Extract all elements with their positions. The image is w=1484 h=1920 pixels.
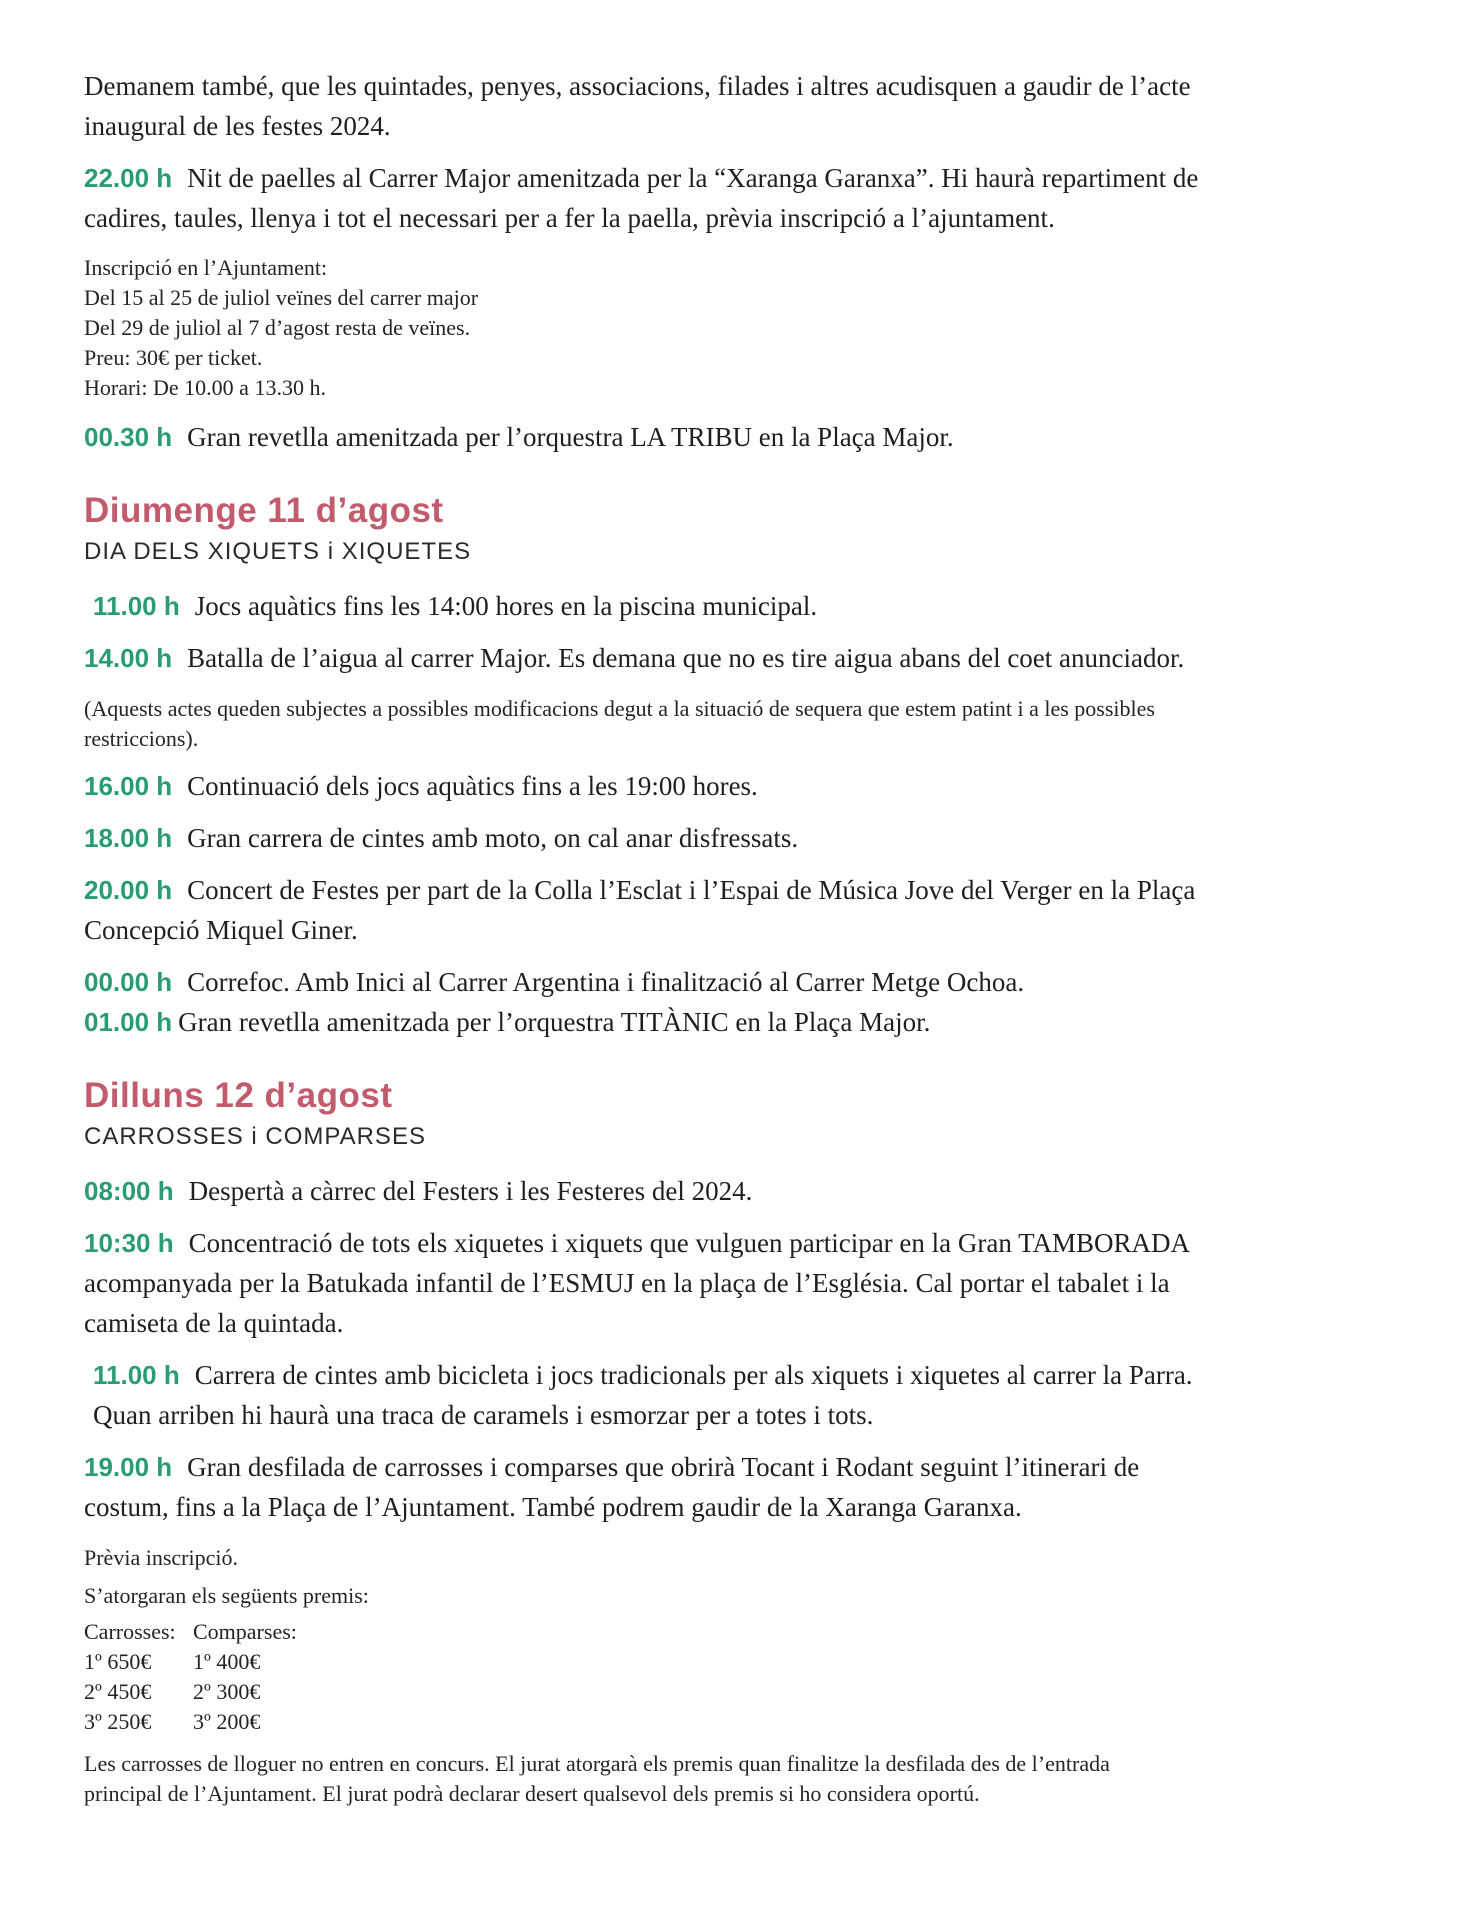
event-time: 19.00 h [84,1452,173,1482]
event-text: Despertà a càrrec del Festers i les Festeres del 2024. [188,1176,753,1206]
event-text: Concentració de tots els xiquetes i xiquets que vulguen participar en la Gran TAMBORADA acompanyada per la Batukada infantil de l’ESMUJ en la plaça de l’Església. Cal portar el tabalet i la camiseta de la quintada. [84,1228,1190,1338]
prize-cell: 3º 200€ [193,1709,261,1734]
event-row-continuacio-jocs [84,766,1400,806]
prize-cell: 1º 400€ [193,1649,261,1674]
previa-inscripcio-note: Prèvia inscripció. [84,1545,238,1570]
event-time: 20.00 h [84,875,173,905]
event-text: Correfoc. Amb Inici al Carrer Argentina i finalització al Carrer Metge Ochoa. [187,967,1025,997]
event-time: 08:00 h [84,1176,174,1206]
jury-closing-note: Les carrosses de lloguer no entren en concurs. El jurat atorgarà els premis quan finalitze la desfilada des de l’entrada principal de l’Ajuntament. El jurat podrà declarar desert qualsevol dels premis si ho considera oportú. [84,1751,1110,1806]
section-title: Dilluns 12 d’agost [84,1076,393,1115]
event-text: Gran revetlla amenitzada per l’orquestra TITÀNIC en la Plaça Major. [178,1007,931,1037]
event-text: Nit de paelles al Carrer Major amenitzada per la “Xaranga Garanxa”. Hi haurà repartiment de cadires, taules, llenya i tot el necessari per a fer la paella, prèvia inscripció a l’ajuntament. [84,163,1199,233]
section-subtitle: DIA DELS XIQUETS i XIQUETES [84,538,472,565]
event-time: 10:30 h [84,1228,174,1258]
section-dilluns-12-dagost [84,1074,1400,1809]
event-time: 18.00 h [84,823,173,853]
event-row-desperta [84,1171,1400,1211]
event-row-concert-festes [84,870,1400,950]
prize-cell: 2º 300€ [193,1679,261,1704]
event-text: Jocs aquàtics fins les 14:00 hores en la piscina municipal. [194,591,818,621]
event-row-jocs-aquatics [84,586,1400,626]
event-row-correfoc [84,962,1400,1002]
prize-cell: 3º 250€ [84,1709,152,1734]
event-time: 00.30 h [84,422,173,452]
event-text: Gran carrera de cintes amb moto, on cal anar disfressats. [187,823,799,853]
intro-paragraph: Demanem també, que les quintades, penyes, associacions, filades i altres acudisquen a gaudir de l’acte inaugural de les festes 2024. [84,71,1191,141]
event-row-paelles [84,158,1400,238]
prize-cell: 1º 650€ [84,1649,152,1674]
event-text: Carrera de cintes amb bicicleta i jocs tradicionals per als xiquets i xiquetes al carrer la Parra. Quan arriben hi haurà una traca de caramels i esmorzar per a totes i tots. [93,1360,1193,1430]
event-row-revetlla-tribu [84,417,1400,457]
event-text: Continuació dels jocs aquàtics fins a les 19:00 hores. [187,771,758,801]
event-time: 14.00 h [84,643,173,673]
event-time: 22.00 h [84,163,173,193]
event-row-desfilada-carrosses [84,1447,1400,1527]
event-time: 16.00 h [84,771,173,801]
prizes-intro-note: S’atorgaran els següents premis: [84,1583,369,1608]
event-row-batalla-aigua [84,638,1400,678]
event-time: 11.00 h [93,1360,180,1390]
prize-column-header: Carrosses: [84,1619,176,1644]
prize-cell: 2º 450€ [84,1679,152,1704]
event-time: 01.00 h [84,1007,173,1037]
event-text: Gran revetlla amenitzada per l’orquestra LA TRIBU en la Plaça Major. [187,422,954,452]
event-text: Gran desfilada de carrosses i comparses que obrirà Tocant i Rodant seguint l’itinerari de costum, fins a la Plaça de l’Ajuntament. També podrem gaudir de la Xaranga Garanxa. [84,1452,1140,1522]
event-time: 11.00 h [93,591,180,621]
event-text: Batalla de l’aigua al carrer Major. Es demana que no es tire aigua abans del coet anunciador. [187,643,1185,673]
event-row-carrera-cintes-moto [84,818,1400,858]
event-text: Concert de Festes per part de la Colla l’Esclat i l’Espai de Música Jove del Verger en la Plaça Concepció Miquel Giner. [84,875,1196,945]
prize-table [84,1617,1400,1737]
event-row-carrera-bicicleta [84,1355,1400,1435]
section-diumenge-11-dagost [84,489,1400,1042]
event-row-tamborada [84,1223,1400,1343]
event-row-revetlla-titanic [84,1002,1400,1042]
drought-note: (Aquests actes queden subjectes a possibles modificacions degut a la situació de sequera que estem patint i a les possibles restriccions). [84,696,1155,751]
inscription-details-note: Inscripció en l’Ajuntament: Del 15 al 25 de juliol veïnes del carrer major Del 29 de juliol al 7 d’agost resta de veïnes. Preu: 30€ per ticket. Horari: De 10.00 a 13.30 h. [84,255,479,400]
event-time: 00.00 h [84,967,173,997]
prize-column-header: Comparses: [193,1619,297,1644]
section-title: Diumenge 11 d’agost [84,491,444,530]
section-subtitle: CARROSSES i COMPARSES [84,1123,426,1150]
